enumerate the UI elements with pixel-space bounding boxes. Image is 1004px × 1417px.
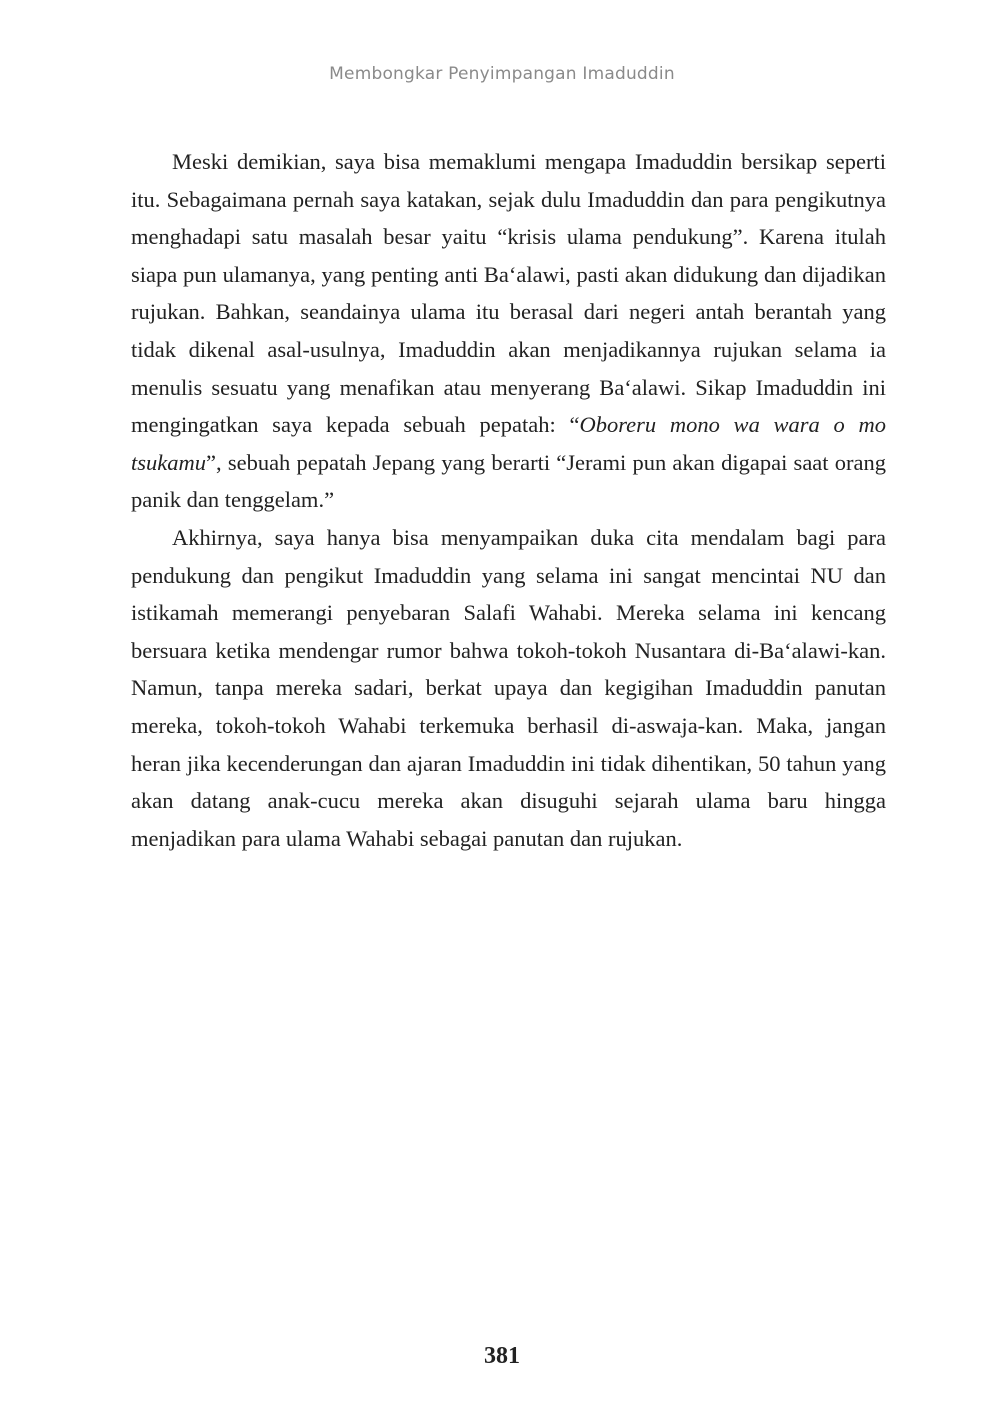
paragraph-2: Akhirnya, saya hanya bisa menyampaikan duka cita mendalam bagi para pendukung dan pengikut Imaduddin yang selama ini sangat mencintai NU dan istikamah memerangi penyebaran Salafi Wahabi. Mereka selama ini kencang bersuara ketika mendengar rumor bahwa tokoh-tokoh Nusantara di-Ba‘alawi-kan. Namun, tanpa mereka sadari, berkat upaya dan kegigihan Imaduddin panutan mereka, tokoh-tokoh Wahabi terkemuka berhasil di-aswaja-kan. Maka, jangan heran jika kecenderungan dan ajaran Imaduddin ini tidak dihentikan, 50 tahun yang akan datang anak-cucu mereka akan disuguhi sejarah ulama baru hingga menjadikan para ulama Wahabi sebagai panutan dan rujukan. [131,524,886,851]
body-text [131,143,886,857]
paragraph-1 [131,143,886,519]
paragraph-1-text: Meski demikian, saya bisa memaklumi mengapa Imaduddin bersikap seperti itu. Sebagaimana pernah saya katakan, sejak dulu Imaduddin dan para pengikutnya menghadapi satu masalah besar yaitu “krisis ulama pendukung”. Karena itulah siapa pun ulamanya, yang penting anti Ba‘alawi, pasti akan didukung dan dijadikan rujukan. Bahkan, seandainya ulama itu berasal dari negeri antah berantah yang tidak dikenal asal-usulnya, Imaduddin akan menjadikannya rujukan selama ia menulis sesuatu yang menafikan atau menyerang Ba‘alawi. Sikap Imaduddin ini mengingatkan saya kepada sebuah pepatah: “ [131,149,886,438]
page-number: 381 [484,1343,520,1369]
japanese-proverb: Oboreru mono wa wara o mo tsukamu [131,412,886,475]
running-header: Membongkar Penyimpangan Imaduddin [329,64,675,84]
paragraph-1-text-end: ”, sebuah pepatah Jepang yang berarti “Jerami pun akan digapai saat orang panik dan tenggelam.” [131,449,886,513]
